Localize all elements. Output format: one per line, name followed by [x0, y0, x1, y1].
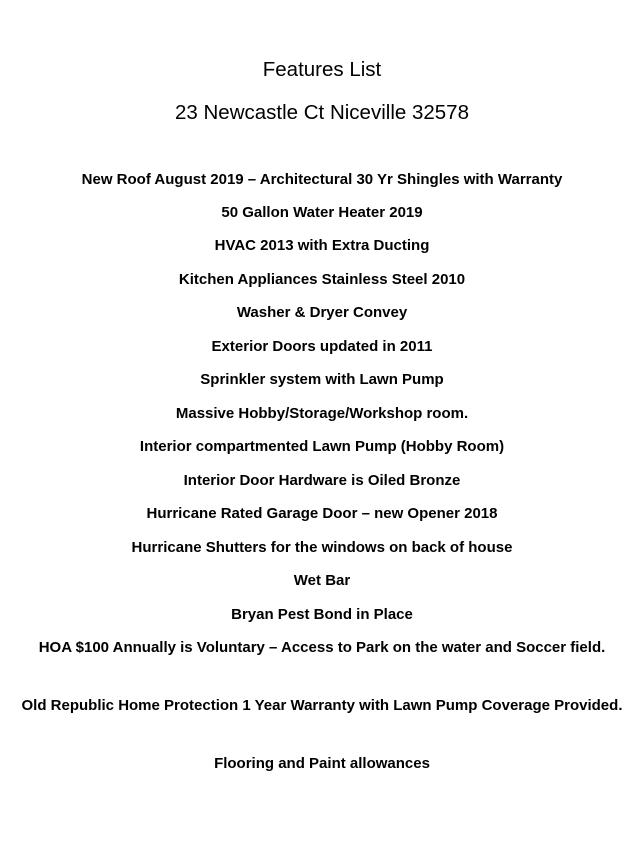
- feature-item: Interior compartmented Lawn Pump (Hobby Room): [139, 438, 505, 455]
- page-title: Features List: [262, 58, 382, 81]
- feature-item: Massive Hobby/Storage/Workshop room.: [175, 405, 469, 422]
- feature-item: 50 Gallon Water Heater 2019: [221, 204, 423, 221]
- feature-item: Exterior Doors updated in 2011: [211, 338, 433, 355]
- feature-item: Sprinkler system with Lawn Pump: [200, 371, 444, 388]
- feature-item: Kitchen Appliances Stainless Steel 2010: [178, 271, 466, 288]
- feature-item: Hurricane Rated Garage Door – new Opener 2018: [146, 505, 498, 522]
- feature-item: Interior Door Hardware is Oiled Bronze: [183, 472, 461, 489]
- feature-item: HOA $100 Annually is Voluntary – Access to Park on the water and Soccer field.: [38, 639, 606, 656]
- feature-item: Washer & Dryer Convey: [236, 304, 408, 321]
- feature-item: Wet Bar: [293, 572, 351, 589]
- feature-item: Old Republic Home Protection 1 Year Warranty with Lawn Pump Coverage Provided.: [21, 697, 623, 714]
- feature-item: HVAC 2013 with Extra Ducting: [214, 237, 430, 254]
- property-address: 23 Newcastle Ct Niceville 32578: [175, 101, 469, 124]
- feature-item: Flooring and Paint allowances: [214, 755, 430, 772]
- feature-item: Bryan Pest Bond in Place: [231, 606, 413, 623]
- feature-item: New Roof August 2019 – Architectural 30 Yr Shingles with Warranty: [81, 171, 563, 188]
- feature-item: Hurricane Shutters for the windows on back of house: [131, 539, 513, 556]
